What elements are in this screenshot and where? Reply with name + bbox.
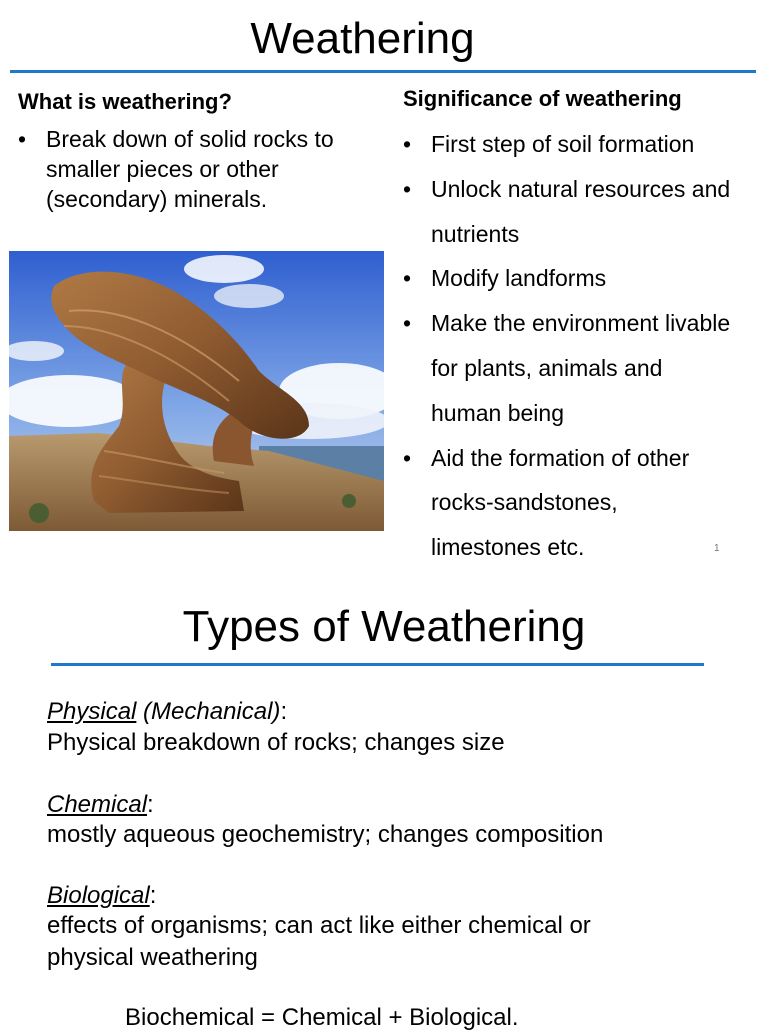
slide2-title-underline bbox=[51, 663, 704, 666]
right-bullet-item: • First step of soil formation bbox=[403, 122, 733, 167]
rock-arch-photo bbox=[9, 251, 384, 531]
right-bullet-item: • Unlock natural resources and nutrients bbox=[403, 167, 733, 257]
rock-arch-illustration bbox=[9, 251, 384, 531]
right-bullet-item: • Make the environment livable for plants, animals and human being bbox=[403, 301, 733, 435]
right-bullet-item: • Modify landforms bbox=[403, 256, 733, 301]
chemical-label: Chemical bbox=[47, 791, 148, 818]
slide-title: Weathering bbox=[250, 14, 475, 63]
biological-description: effects of organisms; can act like either chemical or physical weathering bbox=[47, 912, 591, 971]
biological-label: Biological bbox=[47, 882, 150, 909]
physical-colon: : bbox=[280, 698, 288, 725]
left-heading: What is weathering? bbox=[18, 89, 232, 114]
chemical-colon: : bbox=[147, 791, 154, 818]
physical-label: Physical bbox=[47, 698, 137, 725]
biological-colon: : bbox=[149, 882, 157, 909]
right-bullet-list bbox=[403, 122, 733, 570]
left-bullet-item: • Break down of solid rocks to smaller pieces or other (secondary) minerals. bbox=[18, 124, 378, 214]
chemical-description: mostly aqueous geochemistry; changes composition bbox=[47, 821, 604, 848]
left-bullet-list bbox=[18, 124, 378, 214]
title-underline bbox=[10, 70, 756, 73]
physical-term bbox=[47, 696, 287, 727]
right-heading: Significance of weathering bbox=[403, 86, 682, 111]
chemical-term bbox=[47, 789, 154, 820]
physical-qualifier: (Mechanical) bbox=[143, 698, 281, 725]
physical-description: Physical breakdown of rocks; changes size bbox=[47, 729, 505, 756]
biochemical-formula: Biochemical = Chemical + Biological. bbox=[125, 1004, 519, 1031]
biological-term bbox=[47, 880, 156, 911]
slide2-title: Types of Weathering bbox=[182, 602, 586, 651]
right-bullet-item: • Aid the formation of other rocks-sandstones, limestones etc. bbox=[403, 436, 733, 570]
page-number: 1 bbox=[714, 543, 720, 554]
